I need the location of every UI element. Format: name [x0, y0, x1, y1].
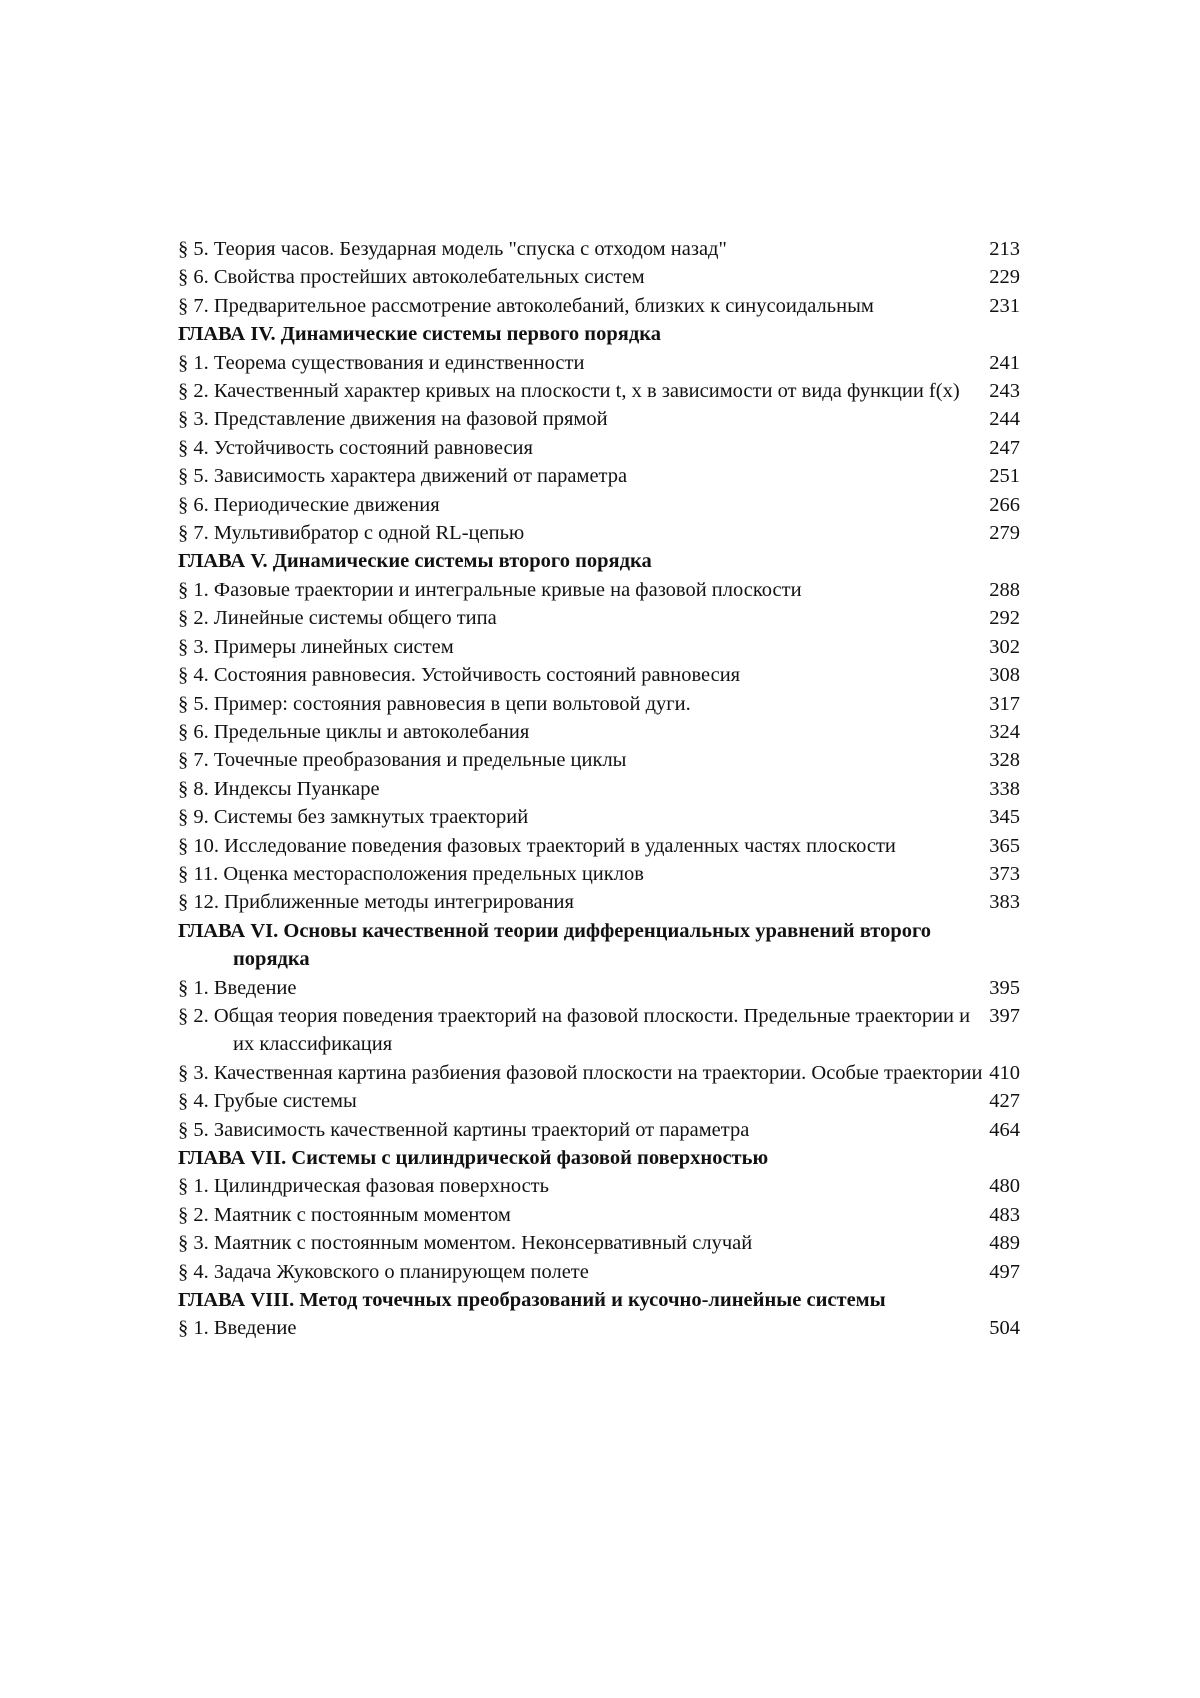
toc-entry-page: 229 — [989, 266, 1020, 289]
toc-entry-title: § 12. Приближенные методы интегрирования — [178, 891, 574, 914]
toc-entry-title: § 4. Грубые системы — [178, 1090, 357, 1113]
toc-entry-title: § 4. Устойчивость состояний равновесия — [178, 436, 533, 459]
toc-entry-title: § 5. Зависимость характера движений от параметра — [178, 465, 628, 488]
toc-entry — [178, 1087, 1020, 1115]
toc-entry-page: 480 — [989, 1175, 1020, 1198]
toc-entry-page: 324 — [989, 720, 1020, 743]
toc-entry-page: 345 — [989, 806, 1020, 829]
toc-entry — [178, 718, 1020, 746]
toc-entry-page: 266 — [989, 493, 1020, 516]
chapter-heading-title: ГЛАВА VI. Основы качественной теории дифференциальных уравнений второго порядка — [178, 919, 932, 971]
toc-entry-title: § 5. Зависимость качественной картины траекторий от параметра — [178, 1118, 750, 1141]
toc-entry — [178, 235, 1020, 263]
toc-entry-title: § 3. Представление движения на фазовой прямой — [178, 408, 608, 431]
toc-entry-title: § 11. Оценка месторасположения предельных циклов — [178, 862, 644, 885]
chapter-heading — [178, 1286, 1020, 1314]
toc-entry-title: § 6. Периодические движения — [178, 493, 440, 516]
toc-entry-page: 251 — [989, 465, 1020, 488]
toc-entry — [178, 519, 1020, 547]
chapter-heading — [178, 1144, 1020, 1172]
toc-entry-page: 244 — [989, 408, 1020, 431]
toc-entry-page: 231 — [989, 294, 1020, 317]
chapter-heading — [178, 917, 1020, 974]
toc-entry-page: 241 — [989, 351, 1020, 374]
toc-entry-page: 279 — [989, 522, 1020, 545]
toc-entry-page: 497 — [989, 1260, 1020, 1283]
toc-entry — [178, 888, 1020, 916]
toc-entry-title: § 1. Фазовые траектории и интегральные кривые на фазовой плоскости — [178, 578, 802, 601]
toc-entry-title: § 3. Примеры линейных систем — [178, 635, 454, 658]
toc-entry — [178, 462, 1020, 490]
toc-entry — [178, 1229, 1020, 1257]
toc-entry-page: 365 — [989, 834, 1020, 857]
toc-entry-title: § 1. Введение — [178, 976, 297, 999]
toc-entry-title: § 2. Качественный характер кривых на плоскости t, x в зависимости от вида функции f(x) — [178, 380, 960, 403]
toc-entry-page: 288 — [989, 578, 1020, 601]
toc-entry-title: § 6. Предельные циклы и автоколебания — [178, 720, 530, 743]
toc-entry-title: § 5. Теория часов. Безударная модель "спуска с отходом назад" — [178, 238, 727, 260]
toc-entry-title: § 10. Исследование поведения фазовых траекторий в удаленных частях плоскости — [178, 834, 896, 857]
toc-entry — [178, 349, 1020, 377]
toc-entry — [178, 604, 1020, 632]
toc-entry-page: 373 — [989, 862, 1020, 885]
chapter-heading-title: ГЛАВА V. Динамические системы второго порядка — [178, 550, 652, 573]
toc-entry — [178, 832, 1020, 860]
toc-entry-page: 302 — [989, 635, 1020, 658]
chapter-heading-title: ГЛАВА VII. Системы с цилиндрической фазовой поверхностью — [178, 1147, 769, 1169]
toc-entry — [178, 1116, 1020, 1144]
table-of-contents — [178, 235, 1020, 1343]
toc-entry-page: 308 — [989, 664, 1020, 687]
chapter-heading — [178, 547, 1020, 575]
toc-entry — [178, 434, 1020, 462]
toc-entry-title: § 4. Состояния равновесия. Устойчивость состояний равновесия — [178, 664, 741, 687]
toc-entry-page: 504 — [989, 1317, 1020, 1340]
toc-entry — [178, 292, 1020, 320]
toc-entry-title: § 2. Общая теория поведения траекторий на фазовой плоскости. Предельные траектории и их классификация — [178, 1004, 971, 1056]
toc-entry — [178, 1258, 1020, 1286]
toc-entry — [178, 1314, 1020, 1342]
toc-entry — [178, 1201, 1020, 1229]
toc-entry-page: 317 — [989, 692, 1020, 715]
toc-entry — [178, 746, 1020, 774]
toc-entry — [178, 633, 1020, 661]
chapter-heading-title: ГЛАВА VIII. Метод точечных преобразований и кусочно-линейные системы — [178, 1289, 886, 1312]
toc-entry-title: § 1. Цилиндрическая фазовая поверхность — [178, 1175, 549, 1198]
toc-entry — [178, 661, 1020, 689]
toc-entry — [178, 1002, 1020, 1059]
toc-entry — [178, 263, 1020, 291]
toc-entry-page: 247 — [989, 436, 1020, 459]
toc-entry — [178, 690, 1020, 718]
toc-entry — [178, 377, 1020, 405]
toc-entry — [178, 1172, 1020, 1200]
toc-entry-title: § 8. Индексы Пуанкаре — [178, 777, 380, 800]
chapter-heading — [178, 320, 1020, 348]
toc-entry-page: 427 — [989, 1090, 1020, 1113]
toc-entry-page: 489 — [989, 1232, 1020, 1255]
toc-entry-title: § 2. Линейные системы общего типа — [178, 607, 497, 630]
toc-entry — [178, 974, 1020, 1002]
toc-entry — [178, 860, 1020, 888]
toc-entry — [178, 576, 1020, 604]
toc-entry — [178, 775, 1020, 803]
toc-entry-title: § 5. Пример: состояния равновесия в цепи вольтовой дуги. — [178, 692, 691, 715]
toc-entry — [178, 803, 1020, 831]
toc-entry-page: 397 — [989, 1004, 1020, 1027]
toc-entry-title: § 7. Точечные преобразования и предельные циклы — [178, 749, 627, 772]
toc-entry-page: 292 — [989, 607, 1020, 630]
toc-entry-page: 338 — [989, 777, 1020, 800]
toc-entry-title: § 4. Задача Жуковского о планирующем полете — [178, 1260, 589, 1283]
toc-entry-title: § 6. Свойства простейших автоколебательных систем — [178, 266, 645, 289]
toc-entry-page: 328 — [989, 749, 1020, 772]
toc-entry — [178, 405, 1020, 433]
toc-entry-page: 395 — [989, 976, 1020, 999]
toc-entry-title: § 1. Теорема существования и единственности — [178, 351, 585, 374]
toc-entry-page: 483 — [989, 1203, 1020, 1226]
toc-entry-title: § 3. Маятник с постоянным моментом. Неконсервативный случай — [178, 1232, 753, 1255]
toc-entry-title: § 1. Введение — [178, 1317, 297, 1340]
toc-entry-page: 383 — [989, 891, 1020, 914]
toc-entry-title: § 2. Маятник с постоянным моментом — [178, 1203, 511, 1226]
toc-entry-title: § 9. Системы без замкнутых траекторий — [178, 806, 529, 829]
toc-entry-page: 213 — [989, 238, 1020, 260]
toc-entry-page: 464 — [989, 1118, 1020, 1141]
toc-entry — [178, 1059, 1020, 1087]
toc-entry-title: § 7. Мультивибратор с одной RL-цепью — [178, 522, 525, 545]
toc-entry-title: § 7. Предварительное рассмотрение автоколебаний, близких к синусоидальным — [178, 294, 874, 317]
toc-entry-page: 410 — [989, 1061, 1020, 1084]
toc-entry — [178, 491, 1020, 519]
toc-entry-title: § 3. Качественная картина разбиения фазовой плоскости на траектории. Особые траектории — [178, 1061, 983, 1084]
toc-entry-page: 243 — [989, 380, 1020, 403]
chapter-heading-title: ГЛАВА IV. Динамические системы первого порядка — [178, 323, 661, 346]
